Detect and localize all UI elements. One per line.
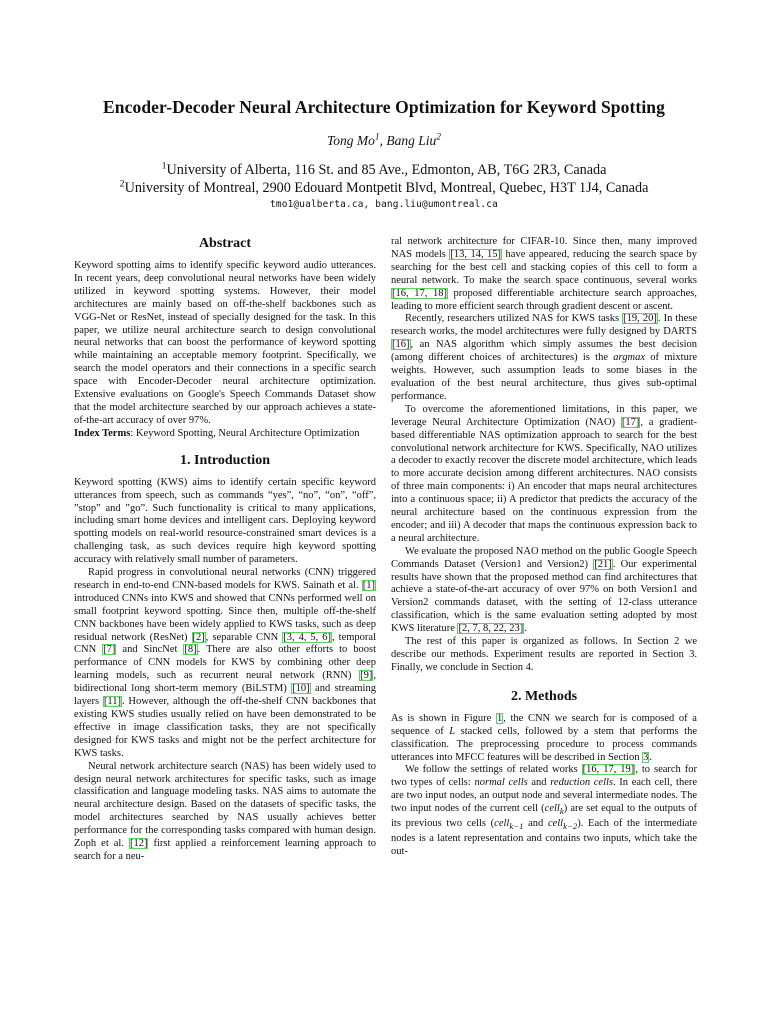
intro-paragraph-5: To overcome the aforementioned limitations, in this paper, we leverage Neural Architecture Optimization (NAO) [17], a gradient-based differentiable NAS optimization approach to search for the best convolutional network architecture for KWS. Specifically, NAO utilizes a decoder to exactly recover the discrete model architecture, which leads to more accurate decision among different architectures. NAO consists of three main components: i) An encoder that maps neural architectures into a continuous space; ii) A predictor that predicts the accuracy of the neural architecture based on the continuous expression from the encoder; and iii) A decoder that maps the continuous expression back to a neural architecture. [391, 403, 697, 544]
intro-paragraph-2: Rapid progress in convolutional neural networks (CNN) triggered research in end-to-end CNN-based models for KWS. Sainath et al. [1] introduced CNNs into KWS and showed that CNNs performed well on small footprint keyword spotting. Since then, multiple off-the-shelf CNN backbones have been widely applied to KWS tasks, such as deep residual network (ResNet) [2], separable CNN [3, 4, 5, 6], temporal CNN [7] and SincNet [8]. There are also other efforts to boost performance of CNN models for KWS by combining other deep learning models, such as recurrent neural network (RNN) [9], bidirectional long short-term memory (BiLSTM) [10] and streaming layers [11]. However, although the off-the-shelf CNN backbones that existing KWS studies usually relied on have been demonstrated to be effective in image classification tasks, they are not specifically designed for KWS tasks and might not be the perfect architecture for KWS tasks. [74, 567, 376, 759]
intro-paragraph-6: We evaluate the proposed NAO method on the public Google Speech Commands Dataset (Version1 and Version2) [21]. Our experimental results have shown that the proposed method can find architectures that achieve a state-of-the-art accuracy of over 97% on both Version1 and Version2 commands dataset, with the setting of 12-class utterance classification, which is the same evaluation setting adopted by most KWS literature [2, 7, 8, 22, 23]. [391, 545, 697, 635]
abstract-heading: Abstract [198, 236, 252, 251]
intro-paragraph-3: Neural network architecture search (NAS) has been widely used to design neural network architectures for specific tasks, such as image classification and language modeling tasks. NAS aims to automate the neural architecture design. Based on the datasets of specific tasks, the model architectures searched by NAS usually achieves better performance for the corresponding tasks compared with human design. Zoph et al. [12] first applied a reinforcement learning approach to search for a neu- [74, 760, 376, 862]
intro-paragraph-7: The rest of this paper is organized as follows. In Section 2 we describe our methods. Experiment results are reported in Section 3. Finally, we conclude in Section 4. [391, 636, 697, 673]
methods-paragraph-1: As is shown in Figure 1, the CNN we search for is composed of a sequence of L stacked cells, followed by a stem that performs the classification. The preprocessing procedure to process commands utterances into MFCC features will be described in Section 3. [391, 712, 697, 763]
paper-title: Encoder-Decoder Neural Architecture Optimization for Keyword Spotting [103, 97, 665, 117]
abstract-text: Keyword spotting aims to identify specific keyword audio utterances. In recent years, deep convolutional neural networks have been widely utilized in keyword spotting systems. However, their model architectures are mainly based on off-the-shelf backbones such as VGG-Net or ResNet, instead of specially designed for the task. In this paper, we utilize neural architecture search to design convolutional neural networks that can boost the performance of keyword spotting while maintaining an acceptable memory footprint. Specifically, we search the model operators and their connections in a specific search space with Encoder-Decoder neural architecture optimization. Extensive evaluations on Google's Speech Commands Dataset show that the model architecture searched by our approach achieves a state-of-the-art accuracy of over 97%. [74, 260, 376, 426]
author-line: Tong Mo$^1$, Bang Liu$^2$ [327, 132, 441, 148]
methods-paragraph-2: We follow the settings of related works [16, 17, 19], to search for two types of cells: normal cells and reduction cells. In each cell, there are two input nodes, an output node and several intermediate nodes. The two input nodes of the current cell (cell$_k$) are set equal to the outputs of its previous two cells (cell$_{k-1}$ and cell$_{k-2}$). Each of the intermediate nodes is a latent representation and contains two inputs, which take the out- [391, 764, 698, 858]
intro-heading: 1. Introduction [180, 452, 270, 468]
intro-paragraph-1: Keyword spotting (KWS) aims to identify certain specific keyword utterances from speech, such as commands “yes”, “no”, “on”, “off”, ”stop” and ”go”. Such functionality is critical to many applications, including smart home devices and intelligent cars. Deploying keyword spotting models on real-world resource-constrained smart devices is a challenging task, as such devices require high keyword spotting accuracy with relatively small number of parameters. [74, 476, 376, 566]
left-column [74, 232, 376, 864]
intro-paragraph-4: Recently, researchers utilized NAS for KWS tasks [19, 20]. In these research works, the model architectures were fully designed by DARTS [16], an NAS algorithm which simply assumes the best decision (among different choices of architectures) is the argmax of mixture weights. However, such assumption leads to some biases in the evaluation of the best neural architecture, thus gives sub-optimal performance. [391, 313, 697, 402]
affiliation-1: $^1$University of Alberta, 116 St. and 85 Ave., Edmonton, AB, T6G 2R3, Canada [161, 160, 607, 178]
author-emails: tmo1@ualberta.ca, bang.liu@umontreal.ca [270, 199, 498, 210]
right-column [391, 236, 697, 859]
methods-heading: 2. Methods [510, 688, 578, 704]
author-1: Tong Mo [327, 133, 375, 148]
intro-paragraph-3-cont: ral network architecture for CIFAR-10. Since then, many improved NAS models [13, 14, 15] have appeared, reducing the search space by searching for the best cell and stacking copies of this cell to form a neural network. To make the search space continuous, several works [16, 17, 18] proposed differentiable architecture search approaches, leading to more efficient search through gradient descent or ascent. [391, 236, 698, 312]
index-terms: Index Terms: Keyword Spotting, Neural Architecture Optimization [74, 427, 360, 439]
affiliation-2: $^2$University of Montreal, 2900 Edouard Montpetit Blvd, Montreal, Quebec, H3T 1J4, Canada [119, 178, 649, 196]
